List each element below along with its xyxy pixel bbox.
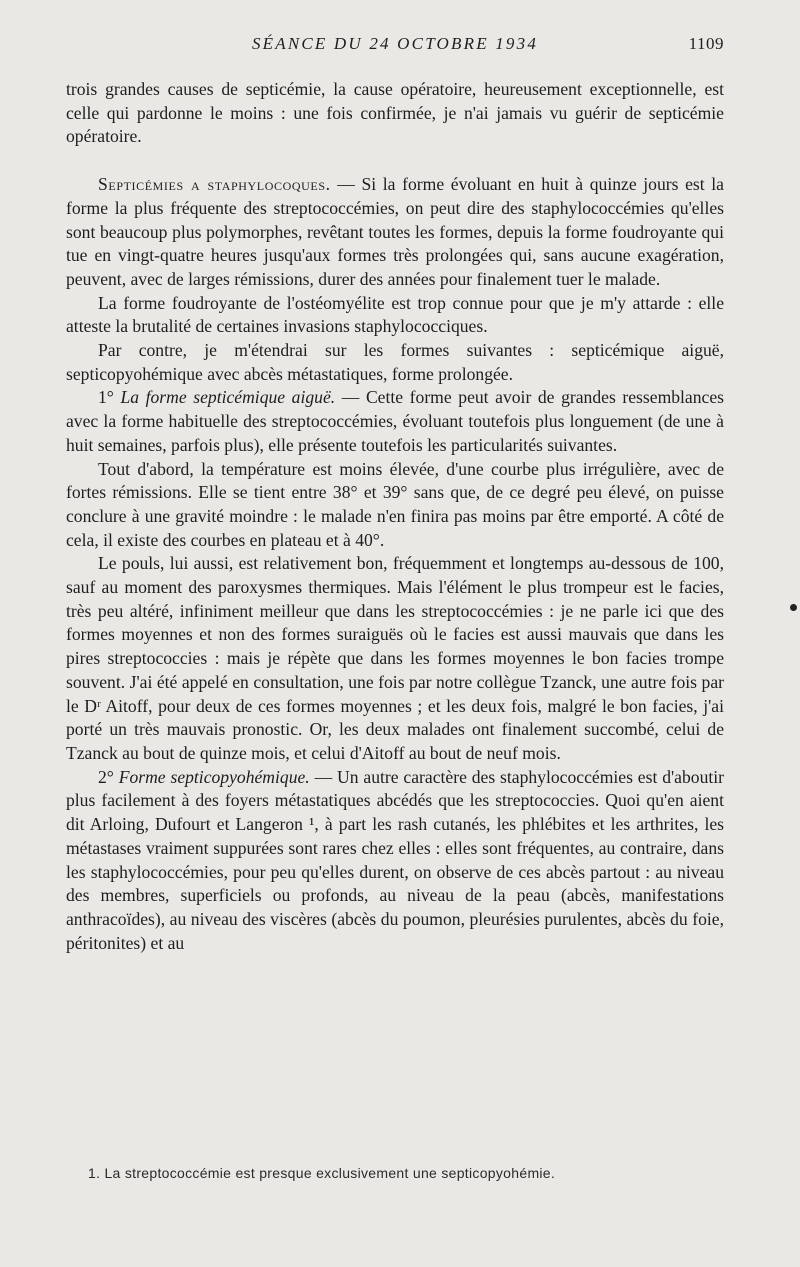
paragraph-text: — Si la forme évoluant en huit à quinze jours est la forme la plus fréquente des streptococcémies, on peut dire des staphylococcémies qu'elles sont beaucoup plus polymorphes, revêtant toutes les formes, depuis la forme foudroyante qui tue en vingt-quatre heures jusqu'aux formes très prolongées qui, sans aucune exagération, peuvent, avec de larges rémissions, durer des années pour finalement tuer le malade. xyxy=(66,174,724,289)
paragraph-text: Le pouls, lui aussi, est relativement bon, fréquemment et longtemps au-dessous de 100, sauf au moment des paroxysmes thermiques. Mais l'élément le plus trompeur est le facies, très peu altéré, infiniment meilleur que dans les streptococcémies : je ne parle ici que des formes moyennes et non des formes suraiguës où le facies est aussi mauvais que dans les pires streptococcies : mais je répète que dans les formes moyennes le bon facies trompe souvent. J'ai été appelé en consultation, une fois par notre collègue Tzanck, une autre fois par le Dʳ Aitoff, pour deux de ces formes moyennes ; et les deux fois, malgré le bon facies, j'ai porté un très mauvais pronostic. Or, les deux malades ont finalement succombé, celui de Tzanck au bout de quinze mois, et celui d'Aitoff au bout de neuf mois. xyxy=(66,553,724,763)
paragraph xyxy=(66,552,724,765)
page-number: 1109 xyxy=(688,34,724,53)
paragraph-pyohemic-form xyxy=(66,766,724,956)
paragraph xyxy=(66,339,724,386)
paragraph-text: Tout d'abord, la température est moins élevée, d'une courbe plus irrégulière, avec de fortes rémissions. Elle se tient entre 38° et 39° sans que, de ce degré peu élevé, on puisse conclure à une gravité moindre : le malade n'en finira pas moins par être emporté. A côté de cela, il existe des courbes en plateau et à 40°. xyxy=(66,458,724,550)
paragraph xyxy=(66,458,724,553)
paragraph-text: Par contre, je m'étendrai sur les formes suivantes : septicémique aiguë, septicopyohémique avec abcès métastatiques, forme prolongée. xyxy=(66,340,724,384)
paragraph-text: — Un autre caractère des staphylococcémies est d'aboutir plus facilement à des foyers métastatiques abcédés que les streptococcies. Quoi qu'en aient dit Arloing, Dufourt et Langeron ¹, à part les rash cutanés, les phlébites et les arthrites, les métastases vraiment suppurées sont rares chez elles : elles sont fréquentes, au contraire, dans les staphylococcémies, pour peu qu'elles durent, on observe de ces abcès partout : au niveau des membres, superficiels ou profonds, au niveau de la peau (abcès, manifestations anthracoïdes), au niveau des viscères (abcès du poumon, pleurésies purulentes, abcès du foie, péritonites) et au xyxy=(66,766,725,953)
margin-mark xyxy=(790,604,797,611)
paragraph-text: trois grandes causes de septicémie, la cause opératoire, heureusement exceptionnelle, est celle qui pardonne le moins : une fois confirmée, je n'ai jamais vu guérir de septicémie opératoire. xyxy=(66,79,724,147)
body-text xyxy=(66,78,724,955)
item-number: 2° xyxy=(98,766,119,787)
footnote: 1. La streptococcémie est presque exclusivement une septicopyohémie. xyxy=(88,1165,556,1181)
paragraph-text: — Cette forme peut avoir de grandes ressemblances avec la forme habituelle des streptococcémies, évoluant toutefois plus longuement (de une à huit semaines, parfois plus), elle présente toutefois les particularités suivantes. xyxy=(66,387,725,455)
paragraph-staphylococcal-section xyxy=(66,173,724,292)
paragraph-continuation xyxy=(66,78,724,149)
paragraph-text: La forme foudroyante de l'ostéomyélite est trop connue pour que je m'y attarde : elle atteste la brutalité de certaines invasions staphylococciques. xyxy=(66,292,724,337)
running-title: SÉANCE DU 24 OCTOBRE 1934 xyxy=(251,34,539,53)
subsection-title: Forme septicopyohémique. xyxy=(118,766,310,787)
paragraph-acute-form xyxy=(66,386,724,457)
item-number: 1° xyxy=(98,387,121,408)
section-heading: Septicémies a staphylocoques. xyxy=(98,174,331,195)
paragraph xyxy=(66,292,724,339)
running-head xyxy=(66,34,724,58)
subsection-title: La forme septicémique aiguë. xyxy=(120,387,336,408)
